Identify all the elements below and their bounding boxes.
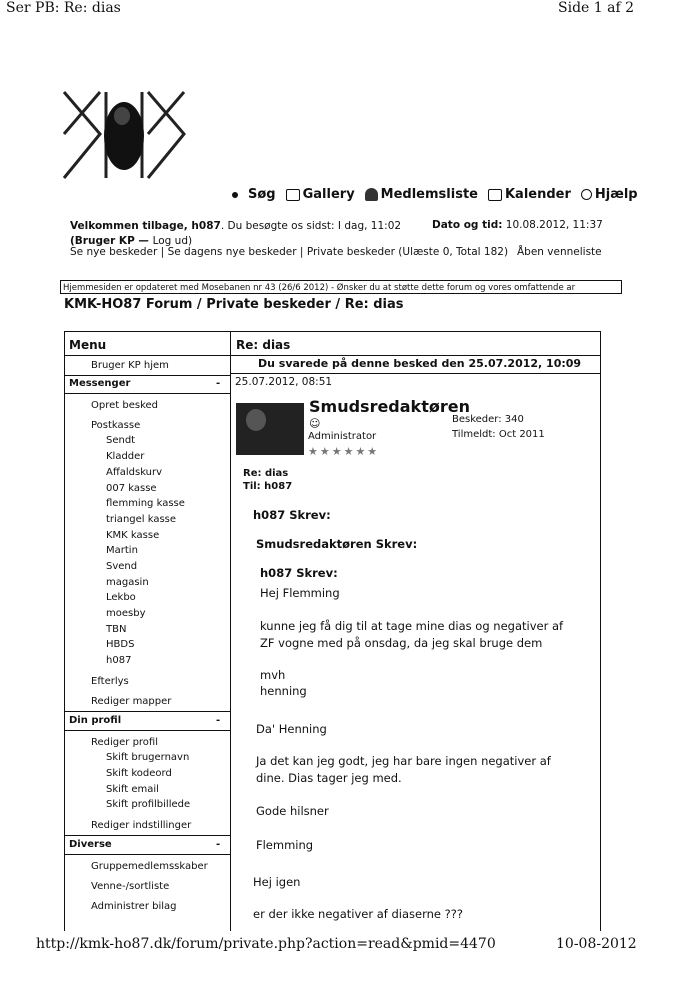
nav-gallery-label: Gallery [302,187,355,202]
author-joined: Tilmeldt: Oct 2011 [452,429,545,440]
nav-members-label: Medlemsliste [380,187,478,202]
nav-search[interactable] [248,187,276,202]
folder-item[interactable]: Martin [106,545,138,556]
divider [64,711,230,712]
gallery-icon [286,189,300,201]
message-line: Gode hilsner [256,804,329,818]
message-line: Hej igen [253,875,301,889]
folder-item[interactable]: TBN [106,624,127,635]
private-messages-link[interactable]: Private beskeder (Ulæste 0, Total 182) [306,246,509,258]
date-label: Dato og tid: [432,219,503,231]
profile-sub-item[interactable]: Skift email [106,784,159,795]
message-subject: Re: dias [243,468,289,479]
nav-gallery[interactable] [286,187,355,202]
print-header-title: Ser PB: Re: dias [6,0,121,16]
folder-item[interactable]: h087 [106,655,132,666]
replied-notice: Du svarede på denne besked den 25.07.2012, 10:09 [258,357,582,370]
quick-links: Se nye beskeder | Se dagens nye beskeder | Private beskeder (Ulæste 0, Total 182) [70,246,509,258]
message-line: kunne jeg få dig til at tage mine dias og negativer af [260,619,564,633]
breadcrumb[interactable]: KMK-HO87 Forum / Private beskeder / Re: dias [64,297,404,312]
date-time [432,219,603,231]
message-title: Re: dias [236,338,291,352]
last-visit: . Du besøgte os sidst: I dag, 11:02 [220,220,402,232]
message-line: dine. Dias tager jeg med. [256,771,402,785]
welcome-greeting: Velkommen tilbage, h087 [70,220,221,232]
sidebar-menu [64,331,231,931]
folder-item[interactable]: 007 kasse [106,483,157,494]
print-header-page: Side 1 af 2 [558,0,635,16]
divider [64,375,230,376]
menu-item-wanted[interactable]: Efterlys [91,676,129,687]
divider [231,373,600,374]
author-role: Administrator [308,431,377,442]
nav-calendar-label: Kalender [504,187,571,202]
folder-item[interactable]: flemming kasse [106,498,185,509]
divider [64,854,230,855]
folder-item[interactable]: triangel kasse [106,514,177,525]
menu-section-profile[interactable]: Din profil [69,715,122,726]
menu-item-inbox[interactable]: Postkasse [91,420,141,431]
today-new-link[interactable]: Se dagens nye beskeder [167,246,297,258]
message-line: Hej Flemming [260,586,340,600]
divider [64,835,230,836]
nav-help[interactable] [581,187,638,202]
menu-item-edit-settings[interactable]: Rediger indstillinger [91,820,192,831]
message-time: 25.07.2012, 08:51 [235,376,333,388]
menu-item-attachments[interactable]: Administrer bilag [91,901,177,912]
collapse-messenger-button[interactable]: - [216,378,221,389]
menu-section-misc[interactable]: Diverse [69,839,112,850]
folder-item[interactable]: Kladder [106,451,145,462]
collapse-profile-button[interactable]: - [216,715,221,726]
profile-sub-item[interactable]: Skift brugernavn [106,752,190,763]
quote-author: h087 Skrev: [253,508,331,522]
author-post-count: Beskeder: 340 [452,414,524,425]
nav-calendar[interactable] [488,187,571,202]
message-line: Ja det kan jeg godt, jeg har bare ingen negativer af [256,754,551,768]
collapse-misc-button[interactable]: - [216,839,221,850]
news-ticker[interactable]: Hjemmesiden er opdateret med Mosebanen nr 43 (26/6 2012) - Ønsker du at støtte dette forum og vores omfattende ar [60,280,622,294]
divider [64,393,230,394]
nav-help-label: Hjælp [594,187,638,202]
user-label: (Bruger KP [70,235,135,247]
folder-item[interactable]: magasin [106,577,149,588]
folder-item[interactable]: Svend [106,561,138,572]
status-smiley: ☺ [309,417,321,430]
folder-item[interactable]: KMK kasse [106,530,160,541]
message-line: Da' Henning [256,722,327,736]
message-recipient: Til: h087 [243,481,293,492]
menu-title: Menu [69,338,107,352]
top-navigation [232,187,638,202]
author-name[interactable]: Smudsredaktøren [309,397,470,416]
folder-item[interactable]: Affaldskurv [106,467,163,478]
friends-list-link[interactable]: Åben venneliste [517,246,602,258]
nav-members[interactable] [365,187,478,202]
members-icon [365,188,378,201]
date-value: 10.08.2012, 11:37 [502,219,603,231]
help-icon [581,189,592,200]
calendar-icon [488,189,502,201]
message-line: mvh [260,668,286,682]
divider [64,355,230,356]
nav-search-label: Søg [248,187,276,202]
message-header [243,467,292,493]
quote-author: h087 Skrev: [260,566,338,580]
print-footer-date: 10-08-2012 [556,936,637,952]
print-footer-url: http://kmk-ho87.dk/forum/private.php?action=read&pmid=4470 [36,936,496,952]
bullet-icon [232,192,238,198]
new-posts-link[interactable]: Se nye beskeder [70,246,158,258]
folder-item[interactable]: Sendt [106,435,136,446]
menu-section-messenger[interactable]: Messenger [69,378,131,389]
rank-stars-icon: ★★★★★★ [308,445,380,458]
folder-item[interactable]: moesby [106,608,146,619]
divider [64,730,230,731]
menu-item-create-message[interactable]: Opret besked [91,400,159,411]
divider [231,355,600,356]
menu-item-buddylist[interactable]: Venne-/sortliste [91,881,170,892]
folder-item[interactable]: Lekbo [106,592,136,603]
menu-item-edit-profile[interactable]: Rediger profil [91,737,159,748]
menu-item-groups[interactable]: Gruppemedlemsskaber [91,861,208,872]
welcome-panel: Velkommen tilbage, h087. Du besøgte os sidst: I dag, 11:02 (Bruger KP — Log ud) [70,220,402,247]
message-line: er der ikke negativer af diaserne ??? [253,907,463,921]
avatar[interactable] [236,403,304,455]
menu-item-home[interactable]: Bruger KP hjem [91,360,169,371]
message-line: ZF vogne med på onsdag, da jeg skal bruge dem [260,636,543,650]
menu-item-edit-folders[interactable]: Rediger mapper [91,696,172,707]
forum-logo-icon[interactable] [60,86,188,184]
message-line: henning [260,684,307,698]
profile-sub-item[interactable]: Skift kodeord [106,768,172,779]
logout-link[interactable]: Log ud) [152,235,193,247]
message-line: Flemming [256,838,314,852]
folder-item[interactable]: HBDS [106,639,135,650]
quote-author: Smudsredaktøren Skrev: [256,537,418,551]
profile-sub-item[interactable]: Skift profilbillede [106,799,191,810]
